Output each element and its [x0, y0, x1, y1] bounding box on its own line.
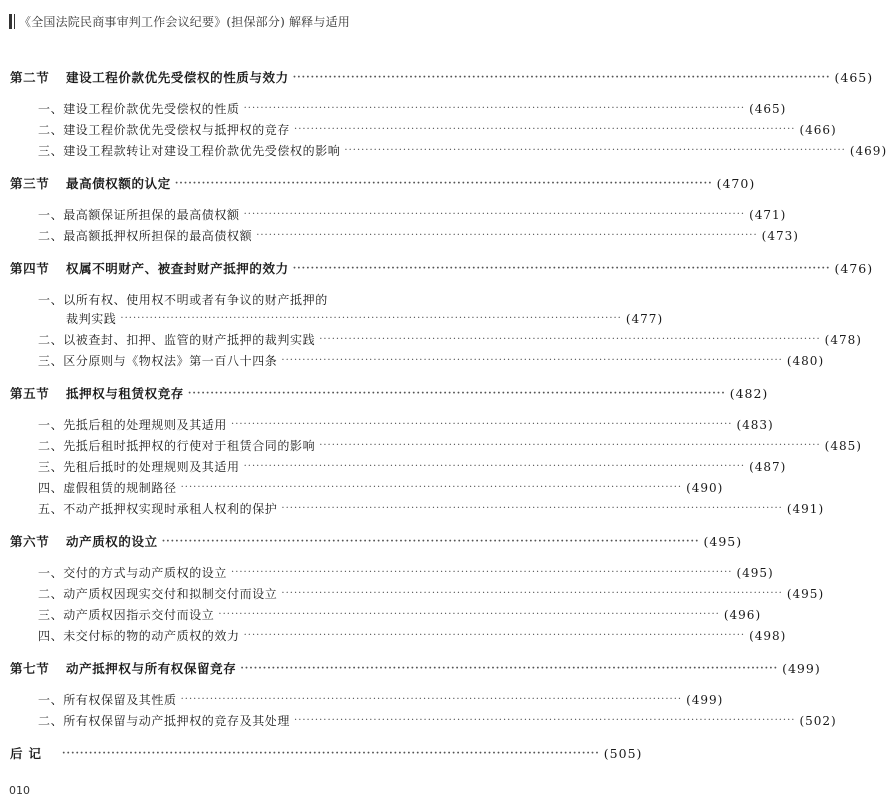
entry-text: 三、区分原则与《物权法》第一百八十四条	[38, 354, 278, 368]
leader-dots: ························································································································	[187, 388, 726, 399]
postscript-label-wrap	[10, 746, 58, 762]
section-page: (465)	[834, 70, 874, 85]
section-title: 动产质权的设立	[66, 534, 158, 549]
section-label	[10, 70, 289, 86]
toc-entry[interactable]	[10, 101, 787, 117]
entry-text: 一、以所有权、使用权不明或者有争议的财产抵押的	[38, 293, 328, 307]
leader-dots: ························································································································	[243, 103, 746, 114]
leader-dots: ························································································································	[292, 72, 831, 83]
entry-text: 二、以被查封、扣押、监管的财产抵押的裁判实践	[38, 333, 316, 347]
toc-entry[interactable]	[10, 607, 762, 623]
entry-page: (496)	[723, 608, 762, 622]
entry-page: (499)	[686, 693, 724, 707]
section-label	[10, 386, 184, 402]
entry-page: (477)	[625, 312, 664, 326]
section-page: (499)	[782, 661, 821, 676]
section-number: 第三节	[10, 176, 50, 191]
leader-dots: ························································································································	[292, 263, 831, 274]
leader-dots: ························································································································	[231, 567, 733, 578]
entry-page: (478)	[824, 333, 862, 347]
entry-text: 三、建设工程款转让对建设工程价款优先受偿权的影响	[38, 144, 341, 158]
section-label	[10, 176, 171, 192]
header-bar-thin	[14, 14, 15, 29]
leader-dots: ························································································································	[281, 503, 783, 514]
section-number: 第二节	[10, 70, 50, 85]
leader-dots: ························································································································	[256, 230, 758, 241]
entry-text: 五、不动产抵押权实现时承租人权利的保护	[38, 502, 278, 516]
toc-entry-line2[interactable]	[10, 311, 664, 327]
toc-section[interactable]	[10, 176, 756, 192]
leader-dots: ························································································································	[281, 588, 783, 599]
section-page: (470)	[716, 176, 756, 191]
entry-page: (490)	[686, 481, 724, 495]
leader-dots: ························································································································	[243, 209, 746, 220]
toc-entry[interactable]	[10, 501, 825, 517]
entry-text: 一、先抵后租的处理规则及其适用	[38, 418, 228, 432]
entry-text: 四、未交付标的物的动产质权的效力	[38, 629, 240, 643]
entry-text-cont: 裁判实践	[66, 312, 117, 326]
leader-dots: ························································································································	[319, 440, 821, 451]
section-label	[10, 261, 289, 277]
toc-entry[interactable]	[10, 438, 862, 454]
toc-entry[interactable]	[10, 692, 724, 708]
toc-entry[interactable]	[10, 332, 862, 348]
entry-page: (491)	[786, 502, 825, 516]
header-bar-thick	[9, 14, 12, 29]
leader-dots: ························································································································	[180, 694, 683, 705]
section-page: (495)	[703, 534, 743, 549]
section-title: 权属不明财产、被查封财产抵押的效力	[66, 261, 289, 276]
section-number: 第六节	[10, 534, 50, 549]
toc-entry[interactable]	[10, 122, 837, 138]
postscript-page: (505)	[603, 746, 643, 761]
leader-dots: ························································································································	[174, 178, 713, 189]
entry-text: 一、所有权保留及其性质	[38, 693, 177, 707]
toc-entry[interactable]	[10, 417, 774, 433]
entry-page: (473)	[761, 229, 799, 243]
leader-dots: ························································································································	[62, 748, 600, 759]
entry-page: (495)	[786, 587, 825, 601]
entry-text: 二、建设工程价款优先受偿权与抵押权的竞存	[38, 123, 291, 137]
page-number: 010	[9, 784, 30, 797]
entry-text: 三、动产质权因指示交付而设立	[38, 608, 215, 622]
leader-dots: ························································································································	[319, 334, 821, 345]
entry-page: (466)	[799, 123, 837, 137]
leader-dots: ························································································································	[281, 355, 783, 366]
leader-dots: ························································································································	[120, 313, 622, 324]
entry-text: 一、交付的方式与动产质权的设立	[38, 566, 228, 580]
entry-page: (502)	[799, 714, 837, 728]
table-of-contents	[10, 70, 887, 777]
section-number: 第五节	[10, 386, 50, 401]
toc-section[interactable]	[10, 386, 769, 402]
toc-section[interactable]	[10, 70, 874, 86]
entry-text: 二、动产质权因现实交付和拟制交付而设立	[38, 587, 278, 601]
toc-entry[interactable]	[10, 586, 825, 602]
entry-text: 二、先抵后租时抵押权的行使对于租赁合同的影响	[38, 439, 316, 453]
section-title: 最高债权额的认定	[66, 176, 171, 191]
leader-dots: ························································································································	[344, 145, 846, 156]
section-label	[10, 661, 236, 677]
leader-dots: ························································································································	[294, 124, 796, 135]
entry-text: 二、最高额抵押权所担保的最高债权额	[38, 229, 253, 243]
toc-entry[interactable]	[10, 353, 825, 369]
section-page: (482)	[729, 386, 769, 401]
leader-dots: ························································································································	[243, 461, 746, 472]
leader-dots: ························································································································	[231, 419, 733, 430]
entry-page: (495)	[736, 566, 774, 580]
header-title: 《全国法院民商事审判工作会议纪要》(担保部分) 解释与适用	[19, 14, 350, 29]
section-title: 抵押权与租赁权竞存	[66, 386, 184, 401]
toc-section[interactable]	[10, 261, 874, 277]
entry-page: (498)	[749, 629, 787, 643]
entry-text: 三、先租后抵时的处理规则及其适用	[38, 460, 240, 474]
entry-page: (480)	[786, 354, 825, 368]
entry-text: 一、最高额保证所担保的最高债权额	[38, 208, 240, 222]
leader-dots: ························································································································	[218, 609, 720, 620]
leader-dots: ························································································································	[243, 630, 746, 641]
toc-entry[interactable]	[10, 565, 774, 581]
section-title: 动产抵押权与所有权保留竞存	[66, 661, 237, 676]
entry-text: 一、建设工程价款优先受偿权的性质	[38, 102, 240, 116]
leader-dots: ························································································································	[161, 536, 700, 547]
entry-text: 二、所有权保留与动产抵押权的竞存及其处理	[38, 714, 291, 728]
toc-entry[interactable]	[10, 480, 724, 496]
toc-entry[interactable]	[10, 713, 837, 729]
section-title: 建设工程价款优先受偿权的性质与效力	[66, 70, 289, 85]
running-header	[9, 13, 506, 29]
postscript-label: 后记	[10, 746, 48, 761]
toc-entry[interactable]	[10, 207, 787, 223]
section-number: 第四节	[10, 261, 50, 276]
toc-postscript[interactable]	[10, 746, 643, 762]
toc-entry[interactable]	[10, 143, 887, 159]
entry-page: (483)	[736, 418, 774, 432]
leader-dots: ························································································································	[240, 663, 779, 674]
toc-entry-line1[interactable]	[10, 292, 483, 308]
leader-dots: ························································································································	[294, 715, 796, 726]
entry-text: 四、虚假租赁的规制路径	[38, 481, 177, 495]
entry-page: (487)	[749, 460, 787, 474]
entry-page: (465)	[749, 102, 787, 116]
section-number: 第七节	[10, 661, 50, 676]
entry-page: (471)	[749, 208, 787, 222]
toc-entry[interactable]	[10, 228, 799, 244]
section-label	[10, 534, 158, 550]
toc-entry[interactable]	[10, 628, 787, 644]
section-page: (476)	[834, 261, 874, 276]
toc-entry[interactable]	[10, 459, 787, 475]
entry-page: (485)	[824, 439, 862, 453]
toc-section[interactable]	[10, 534, 743, 550]
leader-dots: ························································································································	[180, 482, 683, 493]
entry-page: (469)	[849, 144, 887, 158]
toc-section[interactable]	[10, 661, 821, 677]
